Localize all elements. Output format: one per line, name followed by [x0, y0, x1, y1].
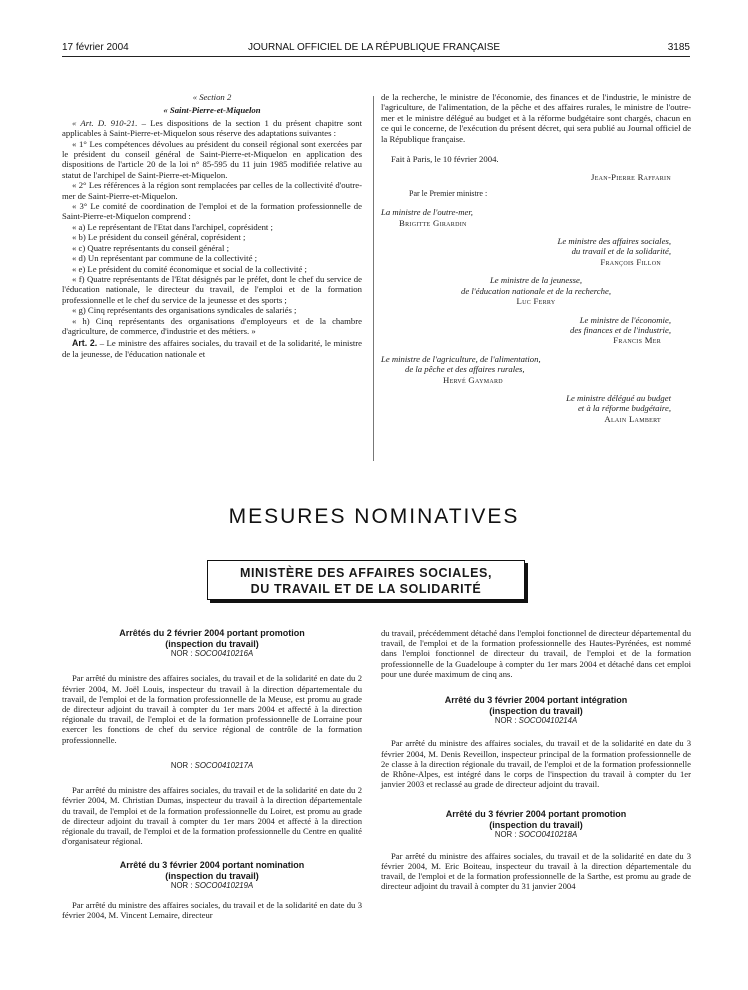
article-lead: « Art. D. 910-21. [72, 117, 138, 128]
article-d910-21 [62, 118, 362, 139]
paragraph-3: « 3° Le comité de coordination de l'emploi et de la formation professionnelle de Saint-Pierre-et-Miquelon comprend : [62, 201, 362, 222]
nor-code: SOCO0410219A [194, 881, 254, 891]
arrete-2-title-line-2: (inspection du travail) [165, 870, 259, 881]
item-g: « g) Cinq représentants des organisations syndicales de salariés ; [72, 305, 297, 316]
minister-budget-title-b: et à la réforme budgétaire, [577, 403, 671, 414]
article-2-text: – Le ministre des affaires sociales, du travail et de la solidarité, le ministre de la jeunesse, de l'éducation nationale et [62, 338, 362, 359]
section-heading: « Section 2 [192, 92, 232, 102]
arrete-1-title-line-2: (inspection du travail) [165, 638, 259, 649]
nor-code: SOCO0410218A [518, 830, 578, 840]
item-c: « c) Quatre représentants du conseil général ; [72, 242, 230, 253]
ministry-line-1: MINISTÈRE DES AFFAIRES SOCIALES, [239, 566, 493, 580]
signature-prime-minister: Jean-Pierre Raffarin [591, 172, 671, 183]
item-b: « b) Le président du conseil général, coprésident ; [72, 232, 246, 243]
arrete-4-title-line-1: Arrêté du 3 février 2004 portant promotion [445, 809, 627, 820]
arrete-1-text: Par arrêté du ministre des affaires sociales, du travail et de la solidarité en date du 2 février 2004, M. Joël Louis, inspecteur du travail à la direction départementale du travail, de l'emploi et de la formation professionnelle de la Meuse, est promu au grade de directeur adjoint du travail à compter du 1er mars 2004 et affecté à la direction régionale du travail, de l'emploi et de la formation professionnelle de Lorraine pour exercer les fonctions de chef du service régional de contrôle de la formation professionnelle. [62, 673, 362, 745]
minister-economie-title-b: des finances et de l'industrie, [569, 324, 671, 335]
header-page-number: 3185 [667, 42, 690, 53]
arrete-4-title-line-2: (inspection du travail) [489, 819, 583, 830]
nor-code: SOCO0410216A [194, 649, 254, 658]
minister-economie-title-a: Le ministre de l'économie, [579, 314, 671, 325]
arrete-2-nor [62, 881, 362, 891]
nor-label: NOR : [170, 881, 195, 891]
arrete-2-text: Par arrêté du ministre des affaires sociales, du travail et de la solidarité en date du 3 février 2004, M. Vincent Lemaire, directeur [62, 899, 362, 921]
arrete-1b-nor [62, 761, 362, 771]
arrete-1-nor [62, 649, 362, 659]
paragraph-2: « 2° Les références à la région sont remplacées par celles de la collectivité d'outre-mer de Saint-Pierre-et-Miquelon. [62, 180, 362, 201]
item-f: « f) Quatre représentants de l'Etat désignés par le préfet, dont le chef du service de l'éducation nationale, le directeur du travail, de l'emploi et de la formation professionnelle et le chef du service de la jeunesse et des sports ; [62, 273, 362, 305]
header-rule [62, 56, 690, 57]
minister-budget-title-a: Le ministre délégué au budget [566, 392, 671, 403]
subsection-heading: « Saint-Pierre-et-Miquelon [163, 105, 261, 116]
nor-label: NOR : [170, 760, 195, 770]
par-le-premier-ministre: Par le Premier ministre : [409, 188, 488, 198]
minister-jeunesse-title-b: de l'éducation nationale et de la recherche, [460, 285, 612, 296]
arrete-4-text: Par arrêté du ministre des affaires sociales, du travail et de la solidarité en date du 3 février 2004, M. Eric Boiteau, inspecteur du travail à la direction départementale du travail, de l'emploi et de la formation professionnelle de la Sarthe, est promu au grade de directeur adjoint du travail à compter du 31 janvier 2004 [381, 850, 691, 892]
minister-agriculture-title-b: de la pêche et des affaires rurales, [405, 364, 525, 375]
item-h: « h) Cinq représentants des organisations d'employeurs et de la chambre d'agriculture, de commerce, d'industrie et des métiers. » [62, 315, 362, 336]
arrete-4-nor [381, 830, 691, 840]
item-e: « e) Le président du comité économique et social de la collectivité ; [72, 263, 307, 274]
right-top-column [381, 92, 691, 424]
header-date: 17 février 2004 [62, 42, 129, 53]
ministry-line-2: DU TRAVAIL ET DE LA SOLIDARITÉ [250, 582, 482, 596]
arrete-3-title-line-2: (inspection du travail) [489, 705, 583, 716]
arrete-1b-text: Par arrêté du ministre des affaires sociales, du travail et de la solidarité en date du 2 février 2004, M. Christian Dumas, inspecteur du travail à la direction départementale du travail, de l'emploi et de la formation professionnelle du Loiret, est promu au grade de directeur adjoint du travail à compter du 1er mars 2004 et affecté à la direction régionale du travail, de l'emploi et de la formation professionnelle du Centre en qualité d'organisateur régional. [62, 785, 362, 847]
left-bottom-column [62, 628, 362, 920]
minister-agriculture-title-a: Le ministre de l'agriculture, de l'alimentation, [381, 353, 541, 364]
arrete-3-nor [381, 716, 691, 726]
article-text: – Les dispositions de la section 1 du présent chapitre sont applicables à Saint-Pierre-et-Miquelon sous réserve des adaptations suivantes : [62, 117, 362, 139]
arrete-2-continuation: du travail, précédemment détaché dans l'emploi fonctionnel de directeur départemental du travail, de l'emploi et de la formation professionnelle des Hautes-Pyrénées, est nommé dans l'emploi fonctionnel de directeur du travail, de l'emploi et de la formation professionnelle de la Guadeloupe à compter du 1er mars 2004 et détaché dans cet emploi pour une durée maximum de cinq ans. [381, 628, 691, 679]
minister-outre-mer-name: Brigitte Girardin [399, 217, 467, 228]
minister-economie-name: Francis Mer [613, 335, 661, 346]
left-top-column [62, 92, 362, 359]
minister-affaires-sociales-title-a: Le ministre des affaires sociales, [557, 236, 671, 247]
nor-code: SOCO0410217A [194, 760, 254, 770]
ministry-heading-box [207, 560, 525, 600]
minister-affaires-sociales-title-b: du travail et de la solidarité, [571, 246, 671, 257]
arrete-2-title-line-1: Arrêté du 3 février 2004 portant nomination [119, 860, 305, 871]
arrete-1-title-line-1: Arrêtés du 2 février 2004 portant promotion [119, 628, 305, 638]
signature-place-date: Fait à Paris, le 10 février 2004. [391, 154, 499, 165]
arrete-3-text: Par arrêté du ministre des affaires sociales, du travail et de la solidarité en date du 3 février 2004, M. Denis Reveillon, inspecteur principal de la formation professionnelle de 2e classe à la direction régionale du travail, de l'emploi et de la formation professionnelle de Rhône-Alpes, est intégré dans le corps de l'inspection du travail à compter du 1er janvier 2003 et reclassé au grade de directeur adjoint du travail. [381, 738, 691, 790]
minister-jeunesse-title-a: Le ministre de la jeunesse, [489, 275, 583, 286]
mesures-nominatives-heading: MESURES NOMINATIVES [228, 505, 520, 528]
minister-agriculture-name: Hervé Gaymard [443, 374, 503, 385]
minister-affaires-sociales-name: François Fillon [600, 256, 661, 267]
article-2 [62, 338, 362, 359]
nor-label: NOR : [170, 649, 195, 658]
nor-code: SOCO0410214A [518, 716, 578, 726]
item-a: « a) Le représentant de l'Etat dans l'archipel, coprésident ; [72, 221, 273, 232]
nor-label: NOR : [494, 716, 519, 726]
column-divider [373, 96, 374, 461]
article-2-lead: Art. 2. [72, 338, 98, 349]
item-d: « d) Un représentant par commune de la collectivité ; [72, 253, 258, 264]
arrete-3-title-line-1: Arrêté du 3 février 2004 portant intégration [444, 695, 628, 706]
header-journal-title: JOURNAL OFFICIEL DE LA RÉPUBLIQUE FRANÇAISE [247, 42, 501, 53]
decree-continuation: de la recherche, le ministre de l'économie, des finances et de l'industrie, le ministre de l'agriculture, de l'alimentation, de la pêche et des affaires rurales, le ministre de l'outre-mer et le ministre délégué au budget et à la réforme budgétaire sont chargés, chacun en ce qui le concerne, de l'exécution du présent décret, qui sera publié au Journal officiel de la République française. [381, 92, 691, 144]
minister-budget-name: Alain Lambert [604, 413, 661, 424]
right-bottom-column [381, 628, 691, 892]
minister-jeunesse-name: Luc Ferry [516, 296, 556, 307]
nor-label: NOR : [494, 830, 519, 840]
minister-outre-mer-title: La ministre de l'outre-mer, [381, 207, 473, 218]
paragraph-1: « 1° Les compétences dévolues au président du conseil régional sont exercées par le président du conseil général de Saint-Pierre-et-Miquelon en application des dispositions de l'article 20 de la loi n° 85-595 du 11 juin 1985 modifiée relative au statut de l'archipel de Saint-Pierre-et-Miquelon. [62, 138, 362, 180]
